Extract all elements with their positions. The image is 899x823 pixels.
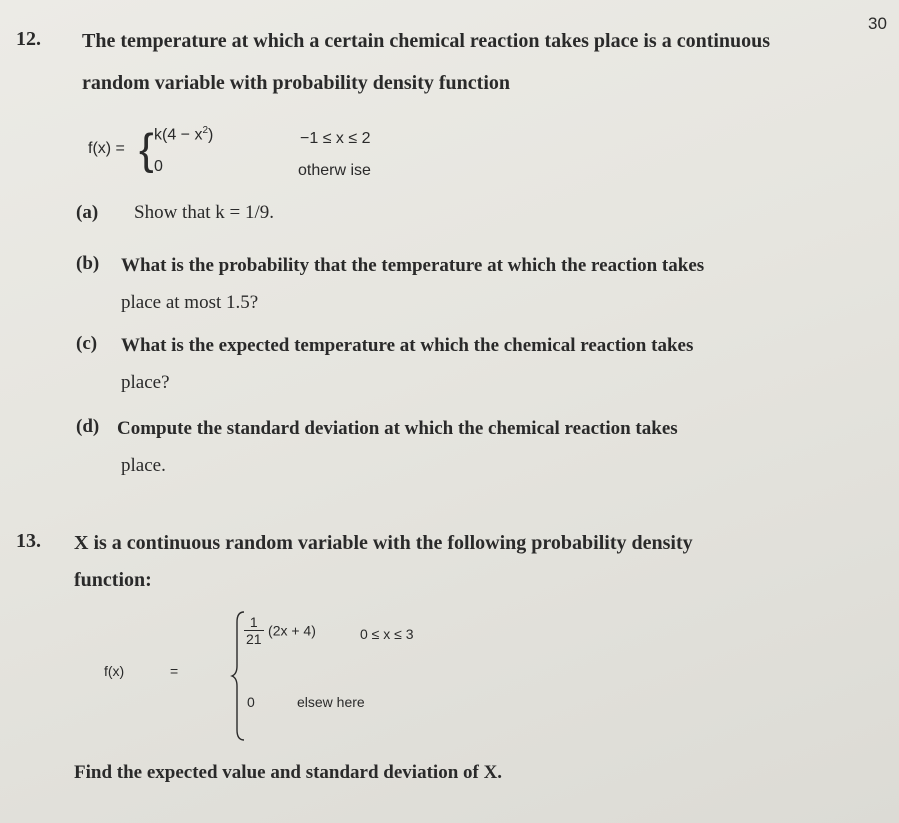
part-label: (c): [76, 333, 98, 354]
question-number: 12.: [16, 28, 41, 50]
part-text: place.: [121, 455, 166, 476]
pdf-lhs: f(x) =: [88, 140, 125, 157]
question-text: Find the expected value and standard deviation of X.: [74, 762, 503, 783]
fraction: $\frac{1}{21}$: [246, 614, 262, 647]
pdf-lhs: f(x): [104, 663, 125, 679]
question-text: X is a continuous random variable with the following probability density: [74, 532, 693, 554]
question-text: function:: [74, 569, 152, 591]
part-label: (a): [76, 202, 99, 223]
part-text: Show that k = 1/9.: [134, 202, 275, 223]
part-text: What is the expected temperature at which the chemical reaction takes: [121, 335, 694, 356]
case-condition: −1 ≤ x ≤ 2: [300, 130, 371, 147]
question-number: 13.: [16, 530, 41, 552]
case-condition: elsew here: [297, 694, 365, 710]
part-text: What is the probability that the temperature at which the reaction takes: [121, 255, 705, 276]
equals-sign: =: [170, 663, 179, 679]
left-brace: {: [139, 125, 154, 174]
case-expression: $\frac{1}{21}$ (2x + 4): [246, 614, 316, 647]
case-expression: 0: [247, 694, 255, 710]
question-text: random variable with probability density function: [82, 72, 511, 94]
case-condition: 0 ≤ x ≤ 3: [360, 626, 414, 642]
page-number: 30: [868, 14, 887, 33]
part-label: (b): [76, 253, 100, 274]
part-label: (d): [76, 416, 100, 437]
question-text: The temperature at which a certain chemical reaction takes place is a continuous: [82, 30, 771, 52]
case-condition: otherw ise: [298, 162, 371, 179]
case-expression: $k(4 - x^2)$: [154, 125, 214, 144]
case-expression: 0: [154, 158, 163, 175]
part-text: place at most 1.5?: [121, 292, 259, 313]
part-text: place?: [121, 372, 170, 393]
part-text: Compute the standard deviation at which the chemical reaction takes: [117, 418, 678, 439]
